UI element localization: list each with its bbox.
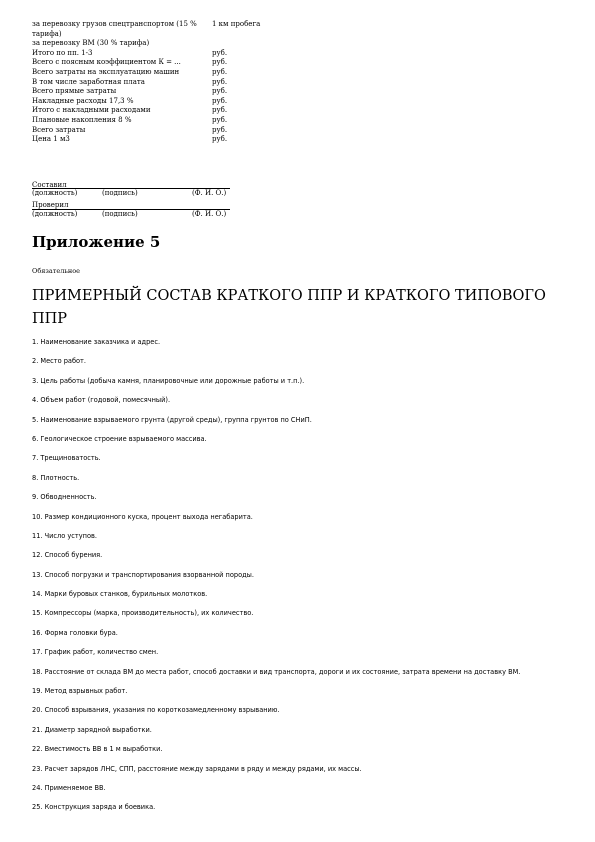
signature-name-label: (Ф. И. О.) xyxy=(192,210,227,218)
cost-unit: руб. xyxy=(212,58,228,67)
cost-label: за перевозку грузов спецтранспортом (15 % тарифа) xyxy=(32,20,197,38)
list-item: 7. Трещиноватость. xyxy=(32,454,101,463)
list-item: 12. Способ бурения. xyxy=(32,551,103,560)
cost-row xyxy=(32,87,262,97)
list-item: 16. Форма головки бура. xyxy=(32,628,118,637)
cost-unit: руб. xyxy=(212,115,228,124)
cost-unit: руб. xyxy=(212,125,228,134)
list-item: 11. Число уступов. xyxy=(32,531,97,540)
list-item: 24. Применяемое ВВ. xyxy=(32,783,106,792)
cost-row xyxy=(32,49,262,59)
signature-position-label: (должность) xyxy=(32,189,78,197)
cost-unit: 1 км пробега xyxy=(212,20,261,28)
list-item: 23. Расчет зарядов ЛНС, СПП, расстояние между зарядами в ряду и между рядами, их массы. xyxy=(32,764,362,773)
cost-label: Итого с накладными расходами xyxy=(32,106,151,115)
appendix-status: Обязательное xyxy=(32,267,80,275)
signature-line xyxy=(32,209,230,210)
list-item: 5. Наименование взрываемого грунта (другой среды), группа грунтов по СНиП. xyxy=(32,415,312,424)
cost-label: Цена 1 м3 xyxy=(32,135,70,144)
list-item: 8. Плотность. xyxy=(32,473,80,482)
list-item: 22. Вместимость ВВ в 1 м выработки. xyxy=(32,745,163,754)
list-item: 19. Метод взрывных работ. xyxy=(32,687,128,696)
list-item: 21. Диаметр зарядной выработки. xyxy=(32,725,152,734)
section-heading: ПРИМЕРНЫЙ СОСТАВ КРАТКОГО ППР И КРАТКОГО ТИПОВОГО ППР xyxy=(32,288,546,327)
cost-row xyxy=(32,78,262,88)
signature-position-label: (должность) xyxy=(32,210,78,218)
list-item: 3. Цель работы (добыча камня, планировочные или дорожные работы и т.п.). xyxy=(32,376,305,385)
cost-unit: руб. xyxy=(212,96,228,105)
cost-label: Плановые накопления 8 % xyxy=(32,115,132,124)
list-item: 4. Объем работ (годовой, помесячный). xyxy=(32,396,171,405)
list-item: 1. Наименование заказчика и адрес. xyxy=(32,338,161,346)
cost-row xyxy=(32,39,262,49)
cost-row xyxy=(32,20,262,39)
cost-table xyxy=(32,20,262,145)
cost-row xyxy=(32,58,262,68)
signature-sign-label: (подпись) xyxy=(102,189,138,197)
list-item: 10. Размер кондиционного куска, процент выхода негабарита. xyxy=(32,512,253,521)
cost-label: Всего с поясным коэффициентом К = ... xyxy=(32,58,181,67)
cost-unit: руб. xyxy=(212,87,228,96)
list-item: 6. Геологическое строение взрываемого массива. xyxy=(32,434,207,443)
cost-label: В том числе заработная плата xyxy=(32,77,145,86)
cost-row xyxy=(32,106,262,116)
signature-role-checked: Проверил xyxy=(32,201,69,209)
cost-label: Накладные расходы 17,3 % xyxy=(32,96,134,105)
cost-unit: руб. xyxy=(212,77,228,86)
list-item: 14. Марки буровых станков, бурильных молотков. xyxy=(32,590,208,599)
appendix-title: Приложение 5 xyxy=(32,233,161,251)
signature-line xyxy=(32,188,230,189)
cost-label: Итого по пп. 1-3 xyxy=(32,48,93,57)
cost-unit: руб. xyxy=(212,48,228,57)
list-item: 25. Конструкция заряда и боевика. xyxy=(32,803,156,812)
cost-row xyxy=(32,135,262,145)
list-item: 18. Расстояние от склада ВМ до места работ, способ доставки и вид транспорта, дороги и их состояние, затрата времени на доставку ВМ. xyxy=(32,667,521,676)
signature-sign-label: (подпись) xyxy=(102,210,138,218)
cost-label: Всего затраты на эксплуатацию машин xyxy=(32,67,180,76)
cost-row xyxy=(32,68,262,78)
cost-row xyxy=(32,116,262,126)
cost-label: Всего прямые затраты xyxy=(32,87,117,96)
list-item: 2. Место работ. xyxy=(32,357,86,366)
list-item: 20. Способ взрывания, указания по короткозамедленному взрыванию. xyxy=(32,706,280,715)
list-item: 17. График работ, количество смен. xyxy=(32,648,159,657)
cost-label: за перевозку ВМ (30 % тарифа) xyxy=(32,39,150,48)
cost-label: Всего затраты xyxy=(32,125,86,134)
cost-row xyxy=(32,97,262,107)
cost-row xyxy=(32,126,262,136)
list-item: 9. Обводненность. xyxy=(32,493,97,502)
signature-name-label: (Ф. И. О.) xyxy=(192,189,227,197)
signature-role-compiled: Составил xyxy=(32,181,67,189)
list-item: 13. Способ погрузки и транспортирования взорванной породы. xyxy=(32,570,254,579)
cost-unit: руб. xyxy=(212,67,228,76)
cost-unit: руб. xyxy=(212,135,228,144)
ppr-items-list xyxy=(32,338,577,823)
cost-unit: руб. xyxy=(212,106,228,115)
list-item: 15. Компрессоры (марка, производительность), их количество. xyxy=(32,609,254,618)
